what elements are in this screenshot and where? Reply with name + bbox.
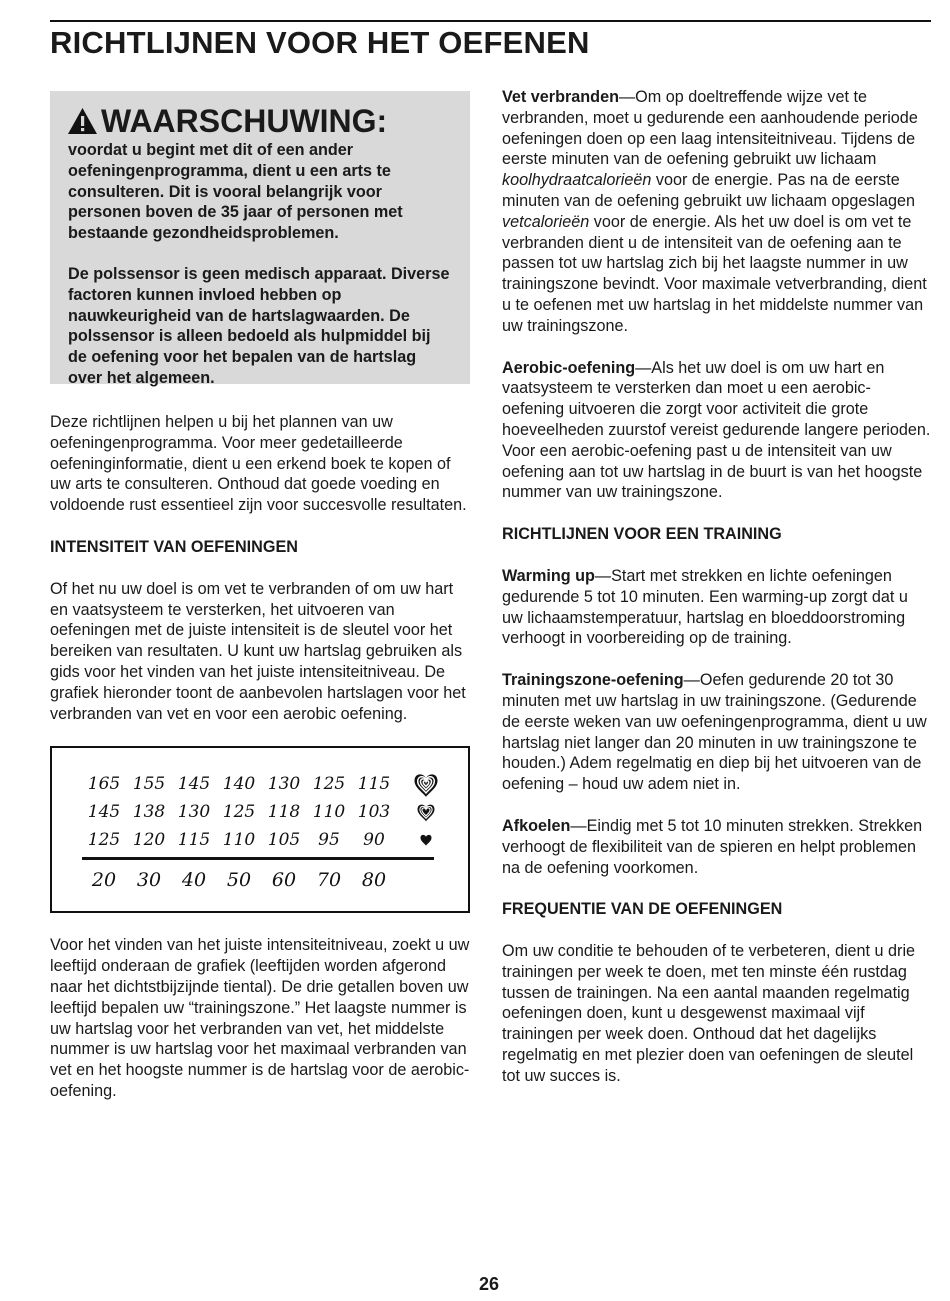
chart-cell-value: 118 xyxy=(267,802,301,823)
aerobic-text: —Als het uw doel is om uw hart en vaatsysteem te versterken dan moet u een aerobic-oefening uitvoeren die zorgt voor activiteit die grote hoeveelheden zuurstof vereist gedurende langere perioden. Voor een aerobic-oefening past u de intensiteit van uw oefening aan tot uw hartslag in de buurt is van het hoogste nummer van uw trainingszone. xyxy=(502,358,931,502)
warmup-paragraph xyxy=(502,566,932,649)
chart-cell-value: 125 xyxy=(222,802,256,823)
top-rule xyxy=(50,20,931,22)
fat-burning-paragraph xyxy=(502,87,932,337)
chart-cell-value: 110 xyxy=(312,802,346,823)
heart-rate-chart-svg xyxy=(52,748,468,911)
warning-box xyxy=(50,91,470,387)
chart-cell-value: 120 xyxy=(132,830,166,851)
training-zone-paragraph xyxy=(502,670,932,795)
chart-age-label: 20 xyxy=(91,869,117,892)
chart-age-label: 60 xyxy=(271,869,297,892)
chart-cell-value: 165 xyxy=(87,774,121,795)
intensity-heading: INTENSITEIT VAN OEFENINGEN xyxy=(50,537,298,556)
warning-heading-text: WAARSCHUWING: xyxy=(101,103,388,139)
chart-age-label: 40 xyxy=(181,869,207,892)
heart-rate-chart xyxy=(50,746,470,913)
warmup-text: —Start met strekken en lichte oefeningen gedurende 5 tot 10 minuten. Een warming-up zorgt dat u uw lichaamstemperatuur, hartslag en bloeddoorstroming verhoogt in voorbereiding op de training. xyxy=(502,566,908,648)
chart-cell-value: 110 xyxy=(222,830,256,851)
warning-paragraph-consult: voordat u begint met dit of een ander oefeningenprogramma, dient u een arts te consulteren. Dit is vooral belangrijk voor personen boven de 35 jaar of personen met bestaande gezondheidsproblemen. xyxy=(68,141,403,243)
warning-triangle-icon xyxy=(66,106,99,136)
page-number: 26 xyxy=(478,1274,500,1294)
chart-cell-value: 155 xyxy=(132,774,166,795)
chart-explanation-paragraph: Voor het vinden van het juiste intensiteitniveau, zoekt u uw leeftijd onderaan de grafiek (leeftijden worden afgerond naar het dichtstbijzijnde tiental). De drie getallen boven uw leeftijd bepalen uw “trainingszone.” Het laagste nummer is uw hartslag voor het verbranden van vet, het middelste nummer is uw hartslag voor het maximaal verbranden van vet en het hoogste nummer is de hartslag voor de aerobic-oefening. xyxy=(50,936,470,1100)
chart-age-label: 80 xyxy=(361,869,387,892)
right-column xyxy=(502,87,932,1087)
warmup-term: Warming up xyxy=(502,566,595,585)
intensity-paragraph: Of het nu uw doel is om vet te verbranden of om uw hart en vaatsysteem te versterken, het uitvoeren van oefeningen met de juiste intensiteit is de sleutel voor het bereiken van resultaten. U kunt uw hartslag gebruiken als gids voor het vinden van het juiste intensiteitniveau. De grafiek hieronder toont de aanbevolen hartslagen voor het verbranden van vet en voor een aerobic oefening. xyxy=(50,579,466,723)
chart-axis-line xyxy=(82,857,434,860)
chart-cell-value: 103 xyxy=(357,802,391,823)
chart-cell-value: 115 xyxy=(177,830,211,851)
chart-age-label: 70 xyxy=(316,869,342,892)
fat-burning-term: Vet verbranden xyxy=(502,88,619,106)
cooldown-text: —Eindig met 5 tot 10 minuten strekken. Strekken verhoogt de flexibiliteit van de spieren en helpt problemen na de oefening voorkomen. xyxy=(502,816,923,877)
fat-burning-em-2: vetcalorieën xyxy=(502,212,590,231)
chart-cell-value: 130 xyxy=(267,774,301,795)
chart-cell-value: 125 xyxy=(312,774,346,795)
chart-cell-value: 145 xyxy=(177,774,211,795)
fat-burning-text-2: voor de energie. Pas na de eerste minuten van de oefening gebruikt uw lichaam opgeslagen xyxy=(502,171,916,210)
chart-cell-value: 140 xyxy=(222,774,256,795)
left-column xyxy=(50,91,470,1102)
chart-cell-value: 115 xyxy=(357,774,391,795)
fat-burning-em-1: koolhydraatcalorieën xyxy=(502,171,652,190)
chart-cell-value: 90 xyxy=(363,830,385,851)
chart-cell-value: 130 xyxy=(177,802,211,823)
cooldown-term: Afkoelen xyxy=(502,816,571,835)
fat-burning-text-1: —Om op doeltreffende wijze vet te verbranden, moet u gedurende een aanhoudende periode oefeningen doen op een laag intensiteitniveau. Tijdens de eerste minuten van de oefening gebruikt uw lichaam xyxy=(502,88,918,169)
chart-cell-value: 95 xyxy=(318,830,340,851)
chart-cell-value: 138 xyxy=(132,802,166,823)
intro-paragraph: Deze richtlijnen helpen u bij het plannen van uw oefeningenprogramma. Voor meer gedetailleerde oefeninginformatie, dient u een erkend boek te kopen of uw arts te consulteren. Onthoud dat goede voeding en voldoende rust essentieel zijn voor succesvolle resultaten. xyxy=(50,413,467,515)
medium-heart-icon xyxy=(418,805,435,822)
training-heading: RICHTLIJNEN VOOR EEN TRAINING xyxy=(502,525,782,544)
fat-burning-text-3: voor de energie. Als het uw doel is om vet te verbranden dient u de intensiteit van de oefening aan te passen tot uw hartslag zich bij het laagste nummer in uw trainingszone bevindt. Voor maximale vetverbranding, dient u te oefenen met uw hartslag in het middelste nummer van uw trainingszone. xyxy=(502,212,927,335)
frequency-heading: FREQUENTIE VAN DE OEFENINGEN xyxy=(502,900,783,919)
aerobic-term: Aerobic-oefening xyxy=(502,358,636,377)
cooldown-paragraph xyxy=(502,816,932,878)
large-heart-icon xyxy=(415,775,438,797)
small-heart-icon xyxy=(421,835,432,846)
frequency-paragraph: Om uw conditie te behouden of te verbeteren, dient u drie trainingen per week te doen, met ten minste één rustdag tussen de trainingen. Na een aantal maanden regelmatig oefeningen doen, kunt u desgewenst maximaal vijf trainingen per week doen. Onthoud dat het dagelijks regelmatig en met plezier doen van oefeningen de sleutel tot uw succes is. xyxy=(502,942,916,1085)
warning-paragraph-sensor: De polssensor is geen medisch apparaat. Diverse factoren kunnen invloed hebben op nauwkeurigheid van de hartslagwaarden. De polssensor is alleen bedoeld als hulpmiddel bij de oefening voor het bepalen van de hartslag over het algemeen. xyxy=(68,264,450,387)
chart-cell-value: 125 xyxy=(87,830,121,851)
chart-age-label: 50 xyxy=(226,869,252,892)
page-title: RICHTLIJNEN VOOR HET OEFENEN xyxy=(50,25,590,60)
chart-age-label: 30 xyxy=(136,869,162,892)
chart-cell-value: 105 xyxy=(267,830,301,851)
chart-cell-value: 145 xyxy=(87,802,121,823)
warning-heading xyxy=(66,103,450,139)
aerobic-paragraph xyxy=(502,358,932,504)
training-zone-text: —Oefen gedurende 20 tot 30 minuten met uw hartslag in uw trainingszone. (Gedurende de eerste weken van uw oefeningenprogramma, dient u uw hartslag niet langer dan 20 minuten in uw trainingszone te houden.) Adem regelmatig en diep bij het uitvoeren van de oefening – houd uw adem niet in. xyxy=(502,671,927,794)
training-zone-term: Trainingszone-oefening xyxy=(502,671,684,690)
